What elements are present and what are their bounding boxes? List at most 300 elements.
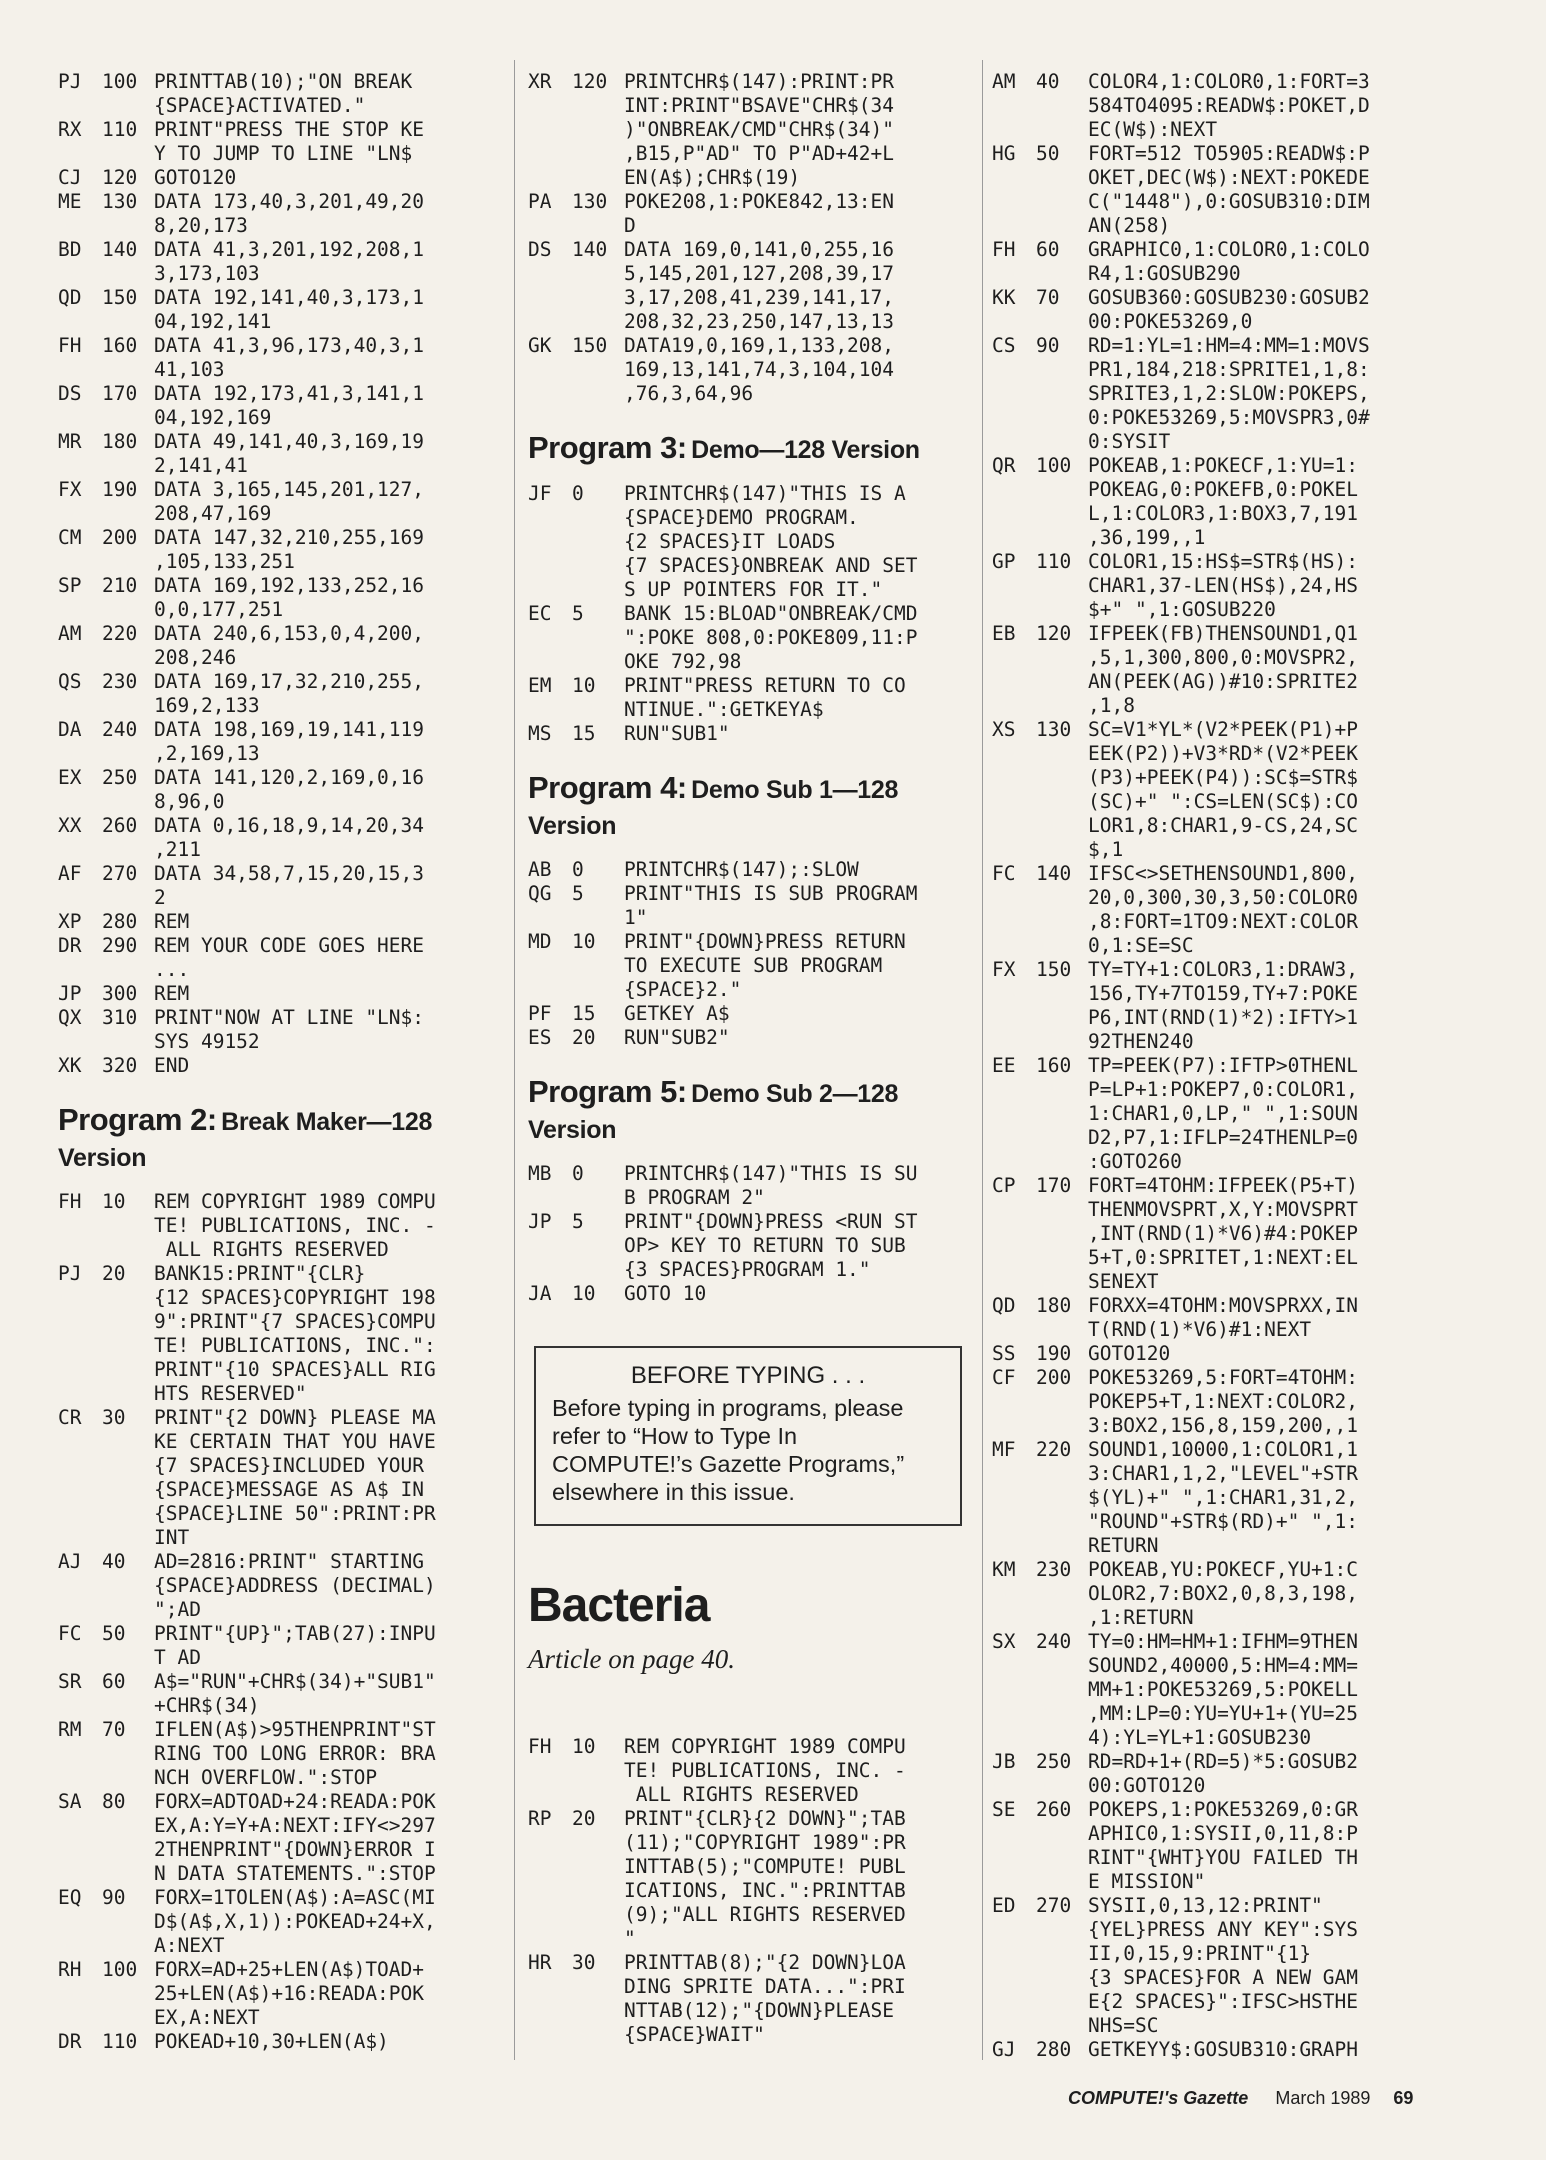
code-text: ... <box>154 958 190 981</box>
code-line <box>58 1382 508 1406</box>
checksum <box>992 1678 1036 1702</box>
code-text: ,36,199,,1 <box>1088 526 1206 549</box>
line-number <box>572 118 624 142</box>
line-number <box>572 578 624 602</box>
code-line <box>992 598 1444 622</box>
line-number: 190 <box>102 478 138 501</box>
line-number: 250 <box>1036 1750 1072 1773</box>
line-number: 5 <box>572 1210 584 1233</box>
line-number <box>1036 1918 1088 1942</box>
code-text: P6,INT(RND(1)*2):IFTY>1 <box>1088 1006 1359 1029</box>
checksum <box>58 94 102 118</box>
line-number <box>102 2006 154 2030</box>
line-number <box>1036 1126 1088 1150</box>
code-text: NHS=SC <box>1088 2014 1159 2037</box>
checksum: BD <box>58 238 82 261</box>
line-number <box>572 310 624 334</box>
code-text: {SPACE}LINE 50":PRINT:PR <box>154 1502 436 1525</box>
column-middle <box>528 70 968 2047</box>
checksum: PF <box>528 1002 552 1025</box>
heading-prefix: Program 5: <box>528 1074 687 1109</box>
code-line <box>992 526 1444 550</box>
code-text: R4,1:GOSUB290 <box>1088 262 1241 285</box>
line-number <box>102 1934 154 1958</box>
line-number <box>1036 502 1088 526</box>
page-number: 69 <box>1393 2088 1414 2108</box>
code-text: DATA 173,40,3,201,49,20 <box>154 190 425 213</box>
code-line <box>528 602 968 626</box>
line-number <box>102 838 154 862</box>
code-text: AD=2816:PRINT" STARTING <box>154 1550 425 1573</box>
code-text: GOTO120 <box>1088 1342 1171 1365</box>
line-number <box>572 1831 624 1855</box>
line-number: 310 <box>102 1006 138 1029</box>
line-number <box>1036 1030 1088 1054</box>
code-text: DATA 169,0,141,0,255,16 <box>624 238 895 261</box>
code-text: DATA 192,141,40,3,173,1 <box>154 286 425 309</box>
code-line <box>58 526 508 550</box>
code-line <box>528 142 968 166</box>
checksum <box>992 934 1036 958</box>
code-text: SENEXT <box>1088 1270 1159 1293</box>
code-text: 92THEN240 <box>1088 1030 1194 1053</box>
checksum: DR <box>58 934 82 957</box>
line-number <box>102 550 154 574</box>
line-number: 100 <box>102 70 138 93</box>
code-line <box>58 262 508 286</box>
code-line <box>58 1982 508 2006</box>
code-line <box>58 2030 508 2054</box>
checksum <box>528 94 572 118</box>
checksum <box>992 838 1036 862</box>
line-number <box>1036 1222 1088 1246</box>
checksum <box>528 1999 572 2023</box>
checksum <box>528 906 572 930</box>
code-text: REM COPYRIGHT 1989 COMPU <box>154 1190 436 1213</box>
line-number <box>102 1766 154 1790</box>
line-number <box>102 1742 154 1766</box>
code-text: PRINT"{2 DOWN} PLEASE MA <box>154 1406 436 1429</box>
code-line <box>992 1990 1444 2014</box>
checksum <box>992 1582 1036 1606</box>
code-text: 0,0,177,251 <box>154 598 284 621</box>
checksum <box>58 1742 102 1766</box>
line-number <box>1036 742 1088 766</box>
line-number <box>102 142 154 166</box>
checksum <box>528 530 572 554</box>
code-line <box>58 1646 508 1670</box>
code-line <box>992 550 1444 574</box>
code-line <box>58 406 508 430</box>
code-line <box>528 954 968 978</box>
code-line <box>992 1486 1444 1510</box>
code-line <box>58 910 508 934</box>
code-line <box>528 1927 968 1951</box>
line-number <box>572 530 624 554</box>
line-number <box>1036 310 1088 334</box>
line-number <box>102 1478 154 1502</box>
checksum <box>528 142 572 166</box>
code-line <box>528 978 968 1002</box>
code-line <box>992 334 1444 358</box>
line-number: 100 <box>102 1958 138 1981</box>
code-text: T(RND(1)*V6)#1:NEXT <box>1088 1318 1312 1341</box>
line-number <box>102 1574 154 1598</box>
code-line <box>528 70 968 94</box>
line-number: 80 <box>102 1790 126 1813</box>
code-line <box>992 622 1444 646</box>
code-line <box>992 1222 1444 1246</box>
code-line <box>58 694 508 718</box>
checksum <box>992 1726 1036 1750</box>
checksum: FX <box>992 958 1016 981</box>
checksum <box>992 1846 1036 1870</box>
code-line <box>58 1406 508 1430</box>
checksum <box>528 2023 572 2047</box>
line-number: 190 <box>1036 1342 1072 1365</box>
code-text: 3:BOX2,156,8,159,200,,1 <box>1088 1414 1359 1437</box>
code-text: RUN"SUB2" <box>624 1026 730 1049</box>
checksum: MF <box>992 1438 1016 1461</box>
code-line <box>992 670 1444 694</box>
checksum <box>528 1234 572 1258</box>
code-text: :GOTO260 <box>1088 1150 1182 1173</box>
checksum <box>528 554 572 578</box>
code-line <box>992 1870 1444 1894</box>
code-text: DATA 198,169,19,141,119 <box>154 718 425 741</box>
line-number <box>1036 910 1088 934</box>
checksum <box>58 1646 102 1670</box>
checksum: QS <box>58 670 82 693</box>
checksum: JB <box>992 1750 1016 1773</box>
checksum: QG <box>528 882 552 905</box>
code-line <box>58 1502 508 1526</box>
code-line <box>992 1822 1444 1846</box>
code-text: {SPACE}ADDRESS (DECIMAL) <box>154 1574 436 1597</box>
code-line <box>58 358 508 382</box>
line-number: 70 <box>102 1718 126 1741</box>
code-text: {7 SPACES}ONBREAK AND SET <box>624 554 918 577</box>
code-text: SC=V1*YL*(V2*PEEK(P1)+P <box>1088 718 1359 741</box>
code-line <box>528 698 968 722</box>
line-number: 5 <box>572 602 584 625</box>
line-number: 280 <box>1036 2038 1072 2061</box>
checksum: QR <box>992 454 1016 477</box>
code-line <box>528 382 968 406</box>
code-text: RUN"SUB1" <box>624 722 730 745</box>
checksum <box>58 1214 102 1238</box>
code-text: COLOR4,1:COLOR0,1:FORT=3 <box>1088 70 1370 93</box>
line-number <box>572 2023 624 2047</box>
code-line <box>992 1606 1444 1630</box>
line-number <box>102 790 154 814</box>
code-text: PRINT"NOW AT LINE "LN$: <box>154 1006 425 1029</box>
checksum <box>992 790 1036 814</box>
line-number: 280 <box>102 910 138 933</box>
checksum <box>528 118 572 142</box>
code-line <box>992 790 1444 814</box>
code-line <box>58 1766 508 1790</box>
code-text: IFSC<>SETHENSOUND1,800, <box>1088 862 1359 885</box>
code-text: LOR1,8:CHAR1,9-CS,24,SC <box>1088 814 1359 837</box>
line-number <box>572 166 624 190</box>
line-number <box>1036 1606 1088 1630</box>
line-number: 40 <box>1036 70 1060 93</box>
code-text: DATA 3,165,145,201,127, <box>154 478 425 501</box>
code-line <box>528 554 968 578</box>
code-text: EC(W$):NEXT <box>1088 118 1218 141</box>
line-number: 320 <box>102 1054 138 1077</box>
checksum: JF <box>528 482 552 505</box>
code-text: DATA 41,3,96,173,40,3,1 <box>154 334 425 357</box>
code-line <box>528 118 968 142</box>
code-text: A:NEXT <box>154 1934 225 1957</box>
checksum <box>528 382 572 406</box>
checksum: MR <box>58 430 82 453</box>
code-text: E{2 SPACES}":IFSC>HSTHE <box>1088 1990 1359 2013</box>
code-line <box>528 286 968 310</box>
checksum <box>58 742 102 766</box>
code-text: PRINT"PRESS THE STOP KE <box>154 118 425 141</box>
checksum <box>528 1903 572 1927</box>
code-line <box>58 1214 508 1238</box>
checksum <box>58 598 102 622</box>
code-line <box>58 1358 508 1382</box>
checksum: CM <box>58 526 82 549</box>
checksum: FC <box>58 1622 82 1645</box>
line-number <box>102 502 154 526</box>
code-line <box>58 1742 508 1766</box>
code-line <box>528 1258 968 1282</box>
line-number: 10 <box>572 674 596 697</box>
code-text: POKE53269,5:FORT=4TOHM: <box>1088 1366 1359 1389</box>
checksum <box>58 1310 102 1334</box>
code-text: 00:GOTO120 <box>1088 1774 1206 1797</box>
code-line <box>528 2023 968 2047</box>
code-text: EX,A:Y=Y+A:NEXT:IFY<>297 <box>154 1814 436 1837</box>
code-text: DATA 141,120,2,169,0,16 <box>154 766 425 789</box>
heading-title: Demo Sub 2—128 Version <box>528 1080 899 1144</box>
code-text: AN(258) <box>1088 214 1171 237</box>
code-text: 169,2,133 <box>154 694 260 717</box>
code-line <box>58 1334 508 1358</box>
code-text: PRINT"{10 SPACES}ALL RIG <box>154 1358 436 1381</box>
code-line <box>528 882 968 906</box>
line-number <box>572 1879 624 1903</box>
line-number: 140 <box>1036 862 1072 885</box>
code-line <box>992 646 1444 670</box>
checksum: EX <box>58 766 82 789</box>
checksum <box>58 1526 102 1550</box>
checksum <box>58 1910 102 1934</box>
code-text: {12 SPACES}COPYRIGHT 198 <box>154 1286 436 1309</box>
checksum <box>992 310 1036 334</box>
line-number <box>572 262 624 286</box>
checksum: AM <box>992 70 1016 93</box>
code-line <box>528 1735 968 1759</box>
checksum <box>992 406 1036 430</box>
checksum: HR <box>528 1951 552 1974</box>
line-number: 220 <box>102 622 138 645</box>
code-line <box>528 1903 968 1927</box>
code-line <box>58 862 508 886</box>
checksum: CP <box>992 1174 1016 1197</box>
code-line <box>992 982 1444 1006</box>
code-text: ,105,133,251 <box>154 550 295 573</box>
code-text: ALL RIGHTS RESERVED <box>154 1238 389 1261</box>
line-number <box>102 694 154 718</box>
checksum: PJ <box>58 70 82 93</box>
checksum: GP <box>992 550 1016 573</box>
checksum: CR <box>58 1406 82 1429</box>
line-number <box>102 1910 154 1934</box>
code-text: GETKEY A$ <box>624 1002 730 1025</box>
code-text: ,1:RETURN <box>1088 1606 1194 1629</box>
checksum <box>58 406 102 430</box>
checksum <box>992 1606 1036 1630</box>
code-line <box>58 1430 508 1454</box>
code-line <box>58 814 508 838</box>
checksum <box>58 310 102 334</box>
checksum <box>58 358 102 382</box>
code-text: ":POKE 808,0:POKE809,11:P <box>624 626 918 649</box>
code-text: 5,145,201,127,208,39,17 <box>624 262 895 285</box>
line-number: 130 <box>572 190 608 213</box>
checksum: CJ <box>58 166 82 189</box>
line-number <box>572 698 624 722</box>
code-line <box>992 1198 1444 1222</box>
code-line <box>528 1210 968 1234</box>
code-line <box>528 1807 968 1831</box>
code-line <box>992 1366 1444 1390</box>
checksum: RP <box>528 1807 552 1830</box>
code-line <box>992 694 1444 718</box>
code-text: 00:POKE53269,0 <box>1088 310 1253 333</box>
code-line <box>992 1510 1444 1534</box>
line-number <box>1036 526 1088 550</box>
code-line <box>58 1934 508 1958</box>
line-number: 180 <box>102 430 138 453</box>
code-line <box>992 838 1444 862</box>
checksum: EM <box>528 674 552 697</box>
code-line <box>58 1030 508 1054</box>
line-number: 0 <box>572 858 584 881</box>
checksum <box>528 1879 572 1903</box>
code-line <box>528 1831 968 1855</box>
code-line <box>992 910 1444 934</box>
code-text: PRINT"{DOWN}PRESS <RUN ST <box>624 1210 918 1233</box>
line-number <box>572 626 624 650</box>
line-number: 270 <box>1036 1894 1072 1917</box>
line-number: 120 <box>1036 622 1072 645</box>
code-line <box>992 1294 1444 1318</box>
line-number: 60 <box>1036 238 1060 261</box>
code-text: ALL RIGHTS RESERVED <box>624 1783 859 1806</box>
checksum: HG <box>992 142 1016 165</box>
code-line <box>992 1918 1444 1942</box>
line-number <box>1036 382 1088 406</box>
line-number: 180 <box>1036 1294 1072 1317</box>
code-line <box>528 930 968 954</box>
column-left <box>58 70 508 2054</box>
code-text: II,0,15,9:PRINT"{1} <box>1088 1942 1312 1965</box>
code-line <box>58 430 508 454</box>
code-line <box>58 958 508 982</box>
line-number: 15 <box>572 1002 596 1025</box>
checksum <box>992 382 1036 406</box>
heading-title: Break Maker—128 Version <box>58 1108 433 1172</box>
code-text: RINT"{WHT}YOU FAILED TH <box>1088 1846 1359 1869</box>
code-text: {SPACE}MESSAGE AS A$ IN <box>154 1478 425 1501</box>
code-text: 8,96,0 <box>154 790 225 813</box>
checksum <box>992 1198 1036 1222</box>
code-text: 208,246 <box>154 646 237 669</box>
checksum <box>58 1502 102 1526</box>
checksum <box>992 1006 1036 1030</box>
line-number <box>572 906 624 930</box>
line-number <box>1036 886 1088 910</box>
code-text: TE! PUBLICATIONS, INC. - <box>154 1214 436 1237</box>
checksum <box>58 694 102 718</box>
line-number <box>572 954 624 978</box>
checksum <box>528 1258 572 1282</box>
line-number <box>102 262 154 286</box>
code-text: HTS RESERVED" <box>154 1382 307 1405</box>
line-number <box>1036 1150 1088 1174</box>
line-number: 270 <box>102 862 138 885</box>
line-number <box>1036 1654 1088 1678</box>
code-line <box>528 858 968 882</box>
checksum: XP <box>58 910 82 933</box>
line-number: 30 <box>572 1951 596 1974</box>
code-text: REM <box>154 982 190 1005</box>
code-text: 584TO4095:READW$:POKET,D <box>1088 94 1370 117</box>
code-line <box>992 502 1444 526</box>
line-number <box>102 1286 154 1310</box>
line-number <box>102 1310 154 1334</box>
code-line <box>528 578 968 602</box>
code-text: DATA 41,3,201,192,208,1 <box>154 238 425 261</box>
program4-heading <box>528 772 968 846</box>
code-line <box>528 358 968 382</box>
code-line <box>58 214 508 238</box>
code-text: ,211 <box>154 838 201 861</box>
line-number: 170 <box>102 382 138 405</box>
code-line <box>992 1174 1444 1198</box>
checksum <box>992 1654 1036 1678</box>
code-listing <box>528 70 968 406</box>
code-line <box>58 1910 508 1934</box>
line-number <box>572 358 624 382</box>
checksum <box>992 742 1036 766</box>
checksum <box>58 646 102 670</box>
code-text: TY=TY+1:COLOR3,1:DRAW3, <box>1088 958 1359 981</box>
line-number <box>1036 1942 1088 1966</box>
checksum: DA <box>58 718 82 741</box>
line-number <box>1036 670 1088 694</box>
code-line <box>528 94 968 118</box>
line-number <box>102 742 154 766</box>
line-number: 200 <box>102 526 138 549</box>
checksum: JA <box>528 1282 552 1305</box>
code-line <box>58 1694 508 1718</box>
code-text: 0:SYSIT <box>1088 430 1171 453</box>
line-number: 240 <box>102 718 138 741</box>
checksum <box>58 1382 102 1406</box>
code-text: THENMOVSPRT,X,Y:MOVSPRT <box>1088 1198 1359 1221</box>
code-text: PRINT"PRESS RETURN TO CO <box>624 674 906 697</box>
code-line <box>992 1750 1444 1774</box>
